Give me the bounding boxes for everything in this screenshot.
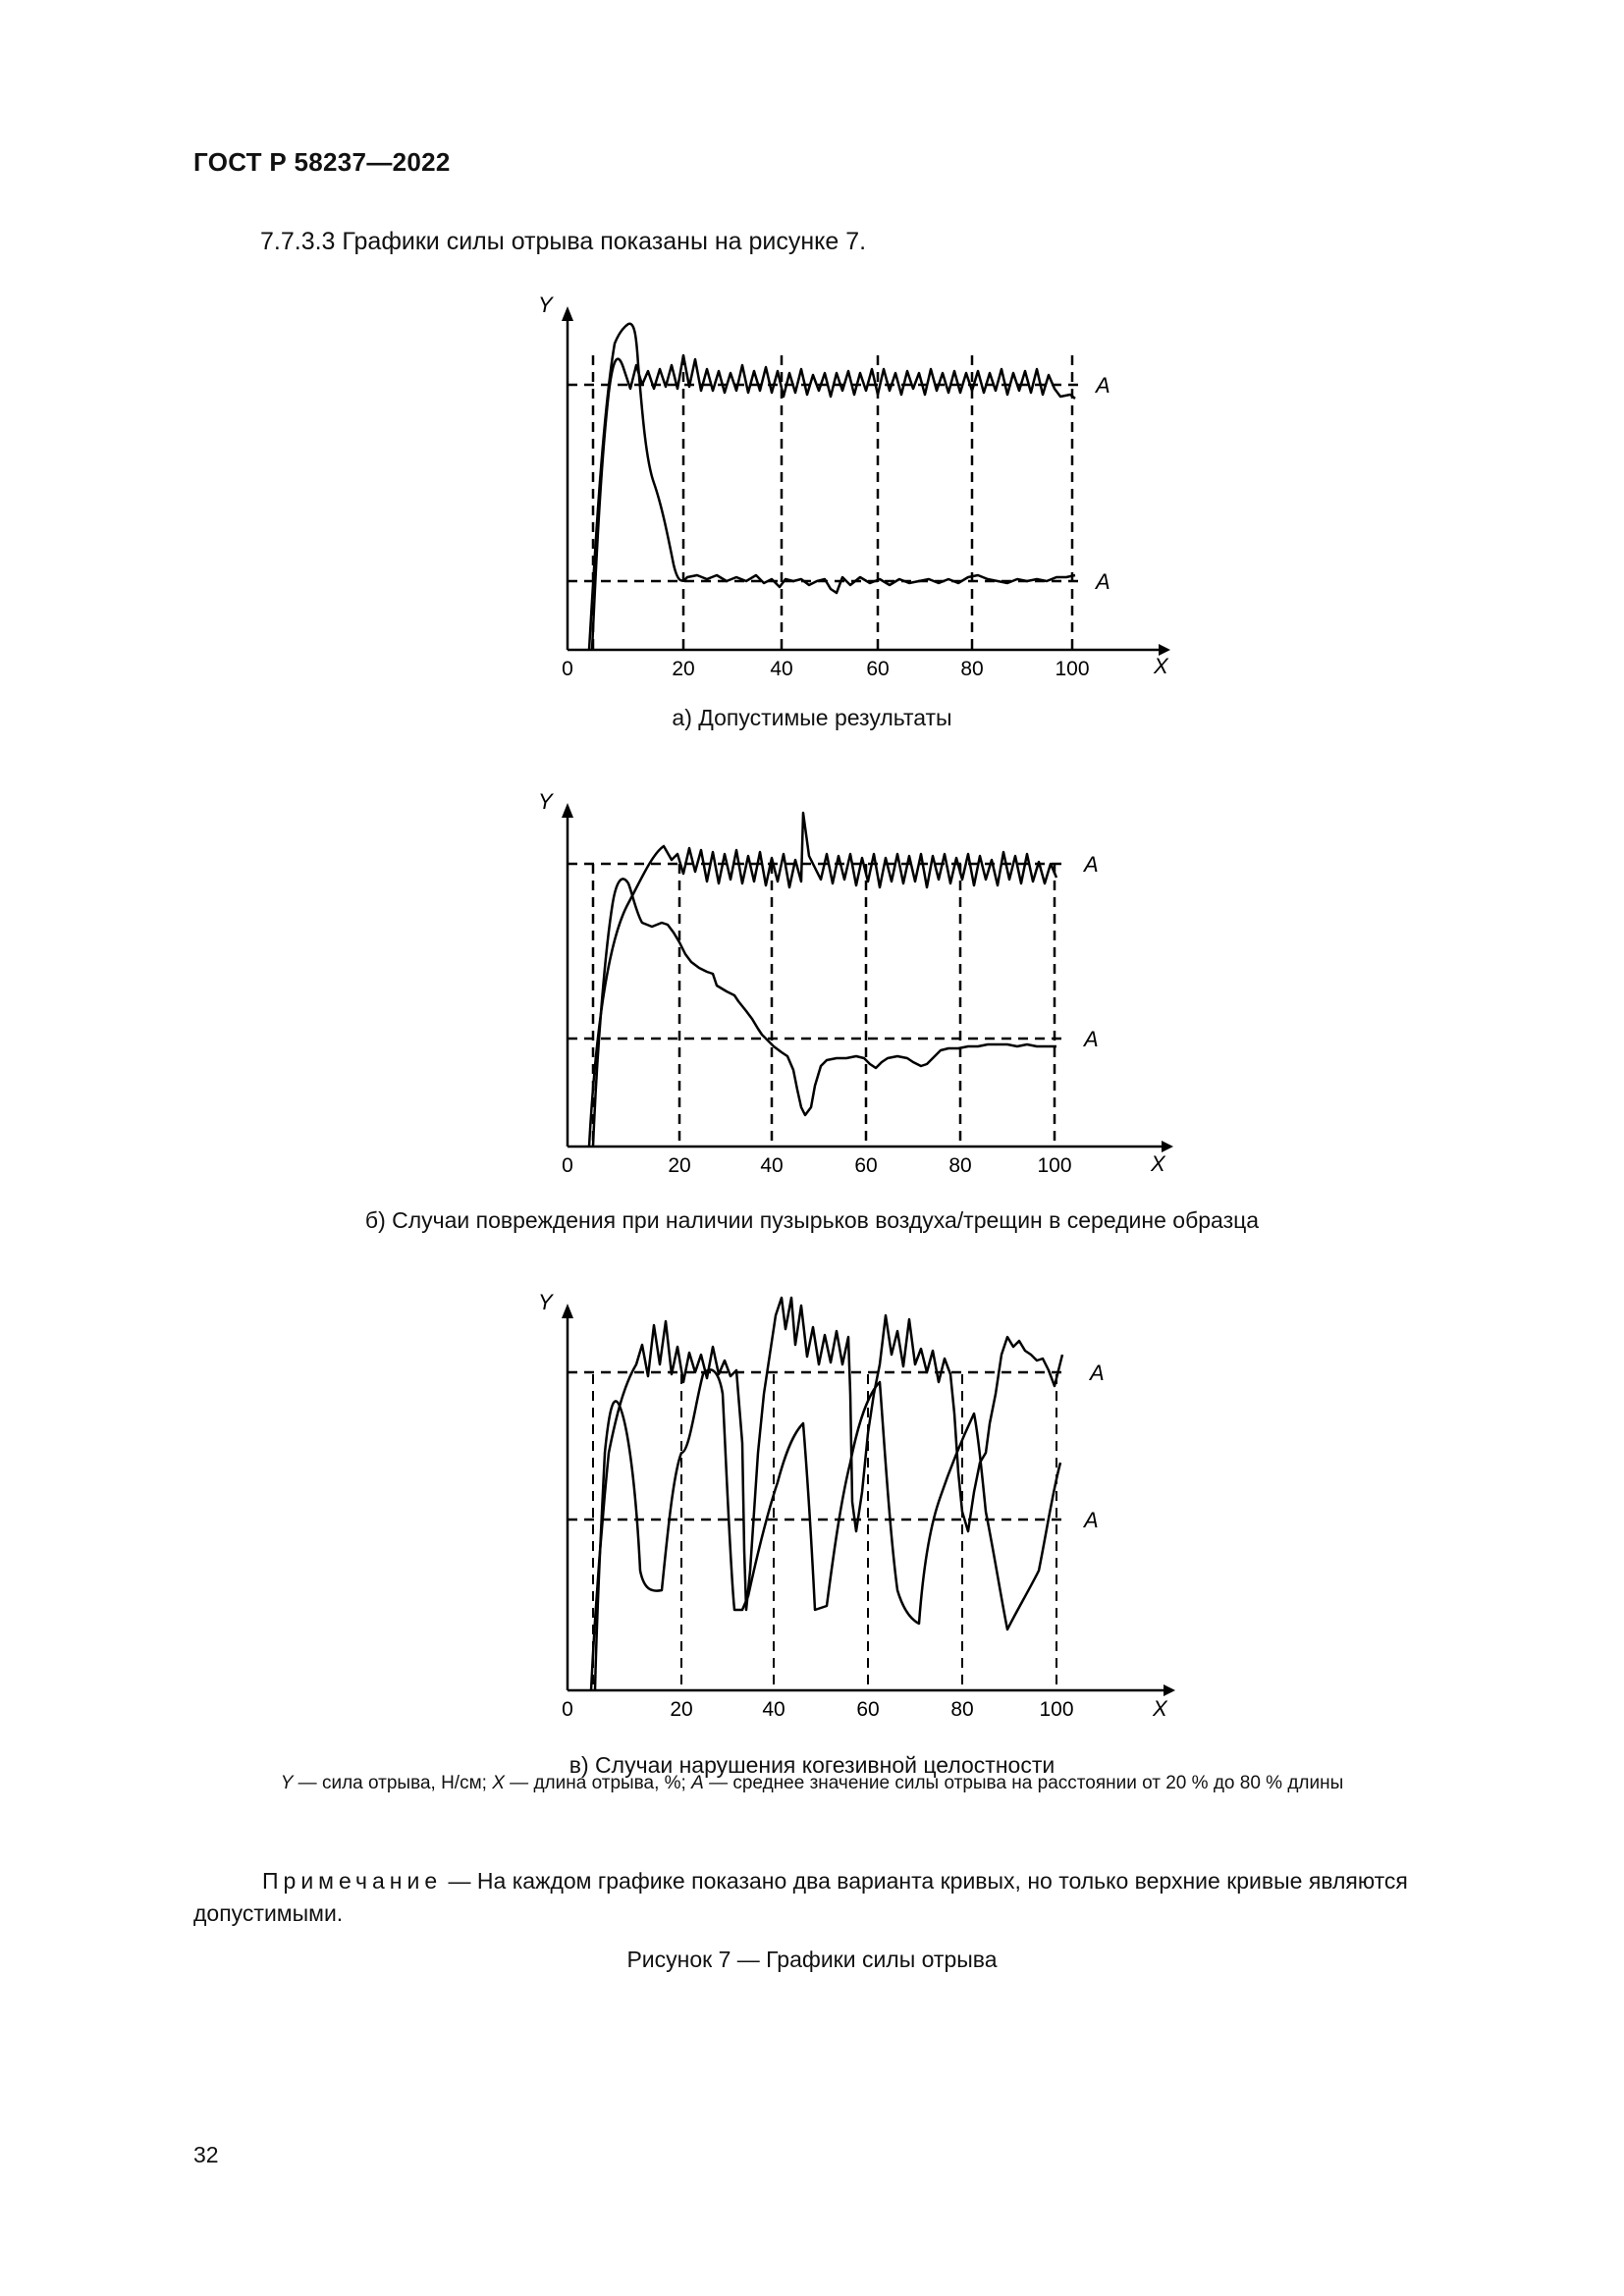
- x-tick-label: 20: [672, 658, 695, 680]
- x-axis-label: X: [1153, 1696, 1167, 1721]
- note-paragraph: [193, 1865, 1529, 1930]
- legend-y-symbol: Y: [280, 1773, 294, 1793]
- legend-a-symbol: A: [691, 1773, 704, 1793]
- document-code: ГОСТ Р 58237—2022: [193, 147, 451, 177]
- figure-title: Рисунок 7 — Графики силы отрыва: [626, 1947, 998, 1972]
- legend-y-text: — сила отрыва, Н/см;: [293, 1773, 493, 1793]
- y-axis-label: Y: [538, 293, 553, 317]
- legend-x-symbol: X: [492, 1773, 505, 1793]
- figure-legend: [0, 1773, 1624, 1794]
- x-tick-label: 60: [866, 658, 890, 680]
- mean-label-upper: A: [1090, 1361, 1105, 1385]
- figure-a-caption: а) Допустимые результаты: [672, 705, 952, 730]
- legend-a-text: — среднее значение силы отрыва на расстоянии от 20 % до 80 % длины: [703, 1773, 1344, 1793]
- x-axis-label: X: [1154, 654, 1168, 678]
- x-tick-label: 80: [948, 1154, 972, 1177]
- x-tick-label: 40: [770, 658, 793, 680]
- note-label: Примечание: [262, 1868, 443, 1894]
- x-tick-label: 100: [1039, 1698, 1074, 1721]
- mean-label-upper: A: [1084, 852, 1099, 877]
- figure-c-graph: [530, 1286, 1178, 1728]
- x-tick-label: 40: [762, 1698, 785, 1721]
- x-tick-label: 100: [1055, 658, 1090, 680]
- figure-a-graph: [530, 285, 1178, 687]
- figure-c-caption: в) Случаи нарушения когезивной целостности: [568, 1752, 1056, 1778]
- x-tick-label: 0: [562, 658, 573, 680]
- x-axis-label: X: [1151, 1151, 1165, 1176]
- y-axis-label: Y: [538, 1290, 553, 1314]
- x-tick-label: 20: [668, 1154, 691, 1177]
- x-tick-label: 0: [562, 1698, 573, 1721]
- mean-label-lower: A: [1096, 569, 1110, 594]
- x-tick-label: 100: [1037, 1154, 1072, 1177]
- x-tick-label: 60: [856, 1698, 880, 1721]
- x-tick-label: 60: [854, 1154, 878, 1177]
- x-tick-label: 80: [960, 658, 984, 680]
- intro-paragraph: 7.7.3.3 Графики силы отрыва показаны на рисунке 7.: [260, 228, 867, 255]
- x-tick-label: 40: [760, 1154, 784, 1177]
- page-number: 32: [193, 2142, 219, 2167]
- legend-x-text: — длина отрыва, %;: [504, 1773, 692, 1793]
- y-axis-label: Y: [538, 789, 553, 814]
- x-tick-label: 80: [950, 1698, 974, 1721]
- mean-label-lower: A: [1084, 1027, 1099, 1051]
- x-tick-label: 0: [562, 1154, 573, 1177]
- figure-b-graph: [530, 785, 1178, 1188]
- figure-b-caption: б) Случаи повреждения при наличии пузырьков воздуха/трещин в середине образца: [364, 1207, 1260, 1233]
- mean-label-upper: A: [1096, 373, 1110, 398]
- note-text: — На каждом графике показано два варианта кривых, но только верхние кривые являются допустимыми.: [193, 1868, 1408, 1926]
- mean-label-lower: A: [1084, 1508, 1099, 1532]
- x-tick-label: 20: [670, 1698, 693, 1721]
